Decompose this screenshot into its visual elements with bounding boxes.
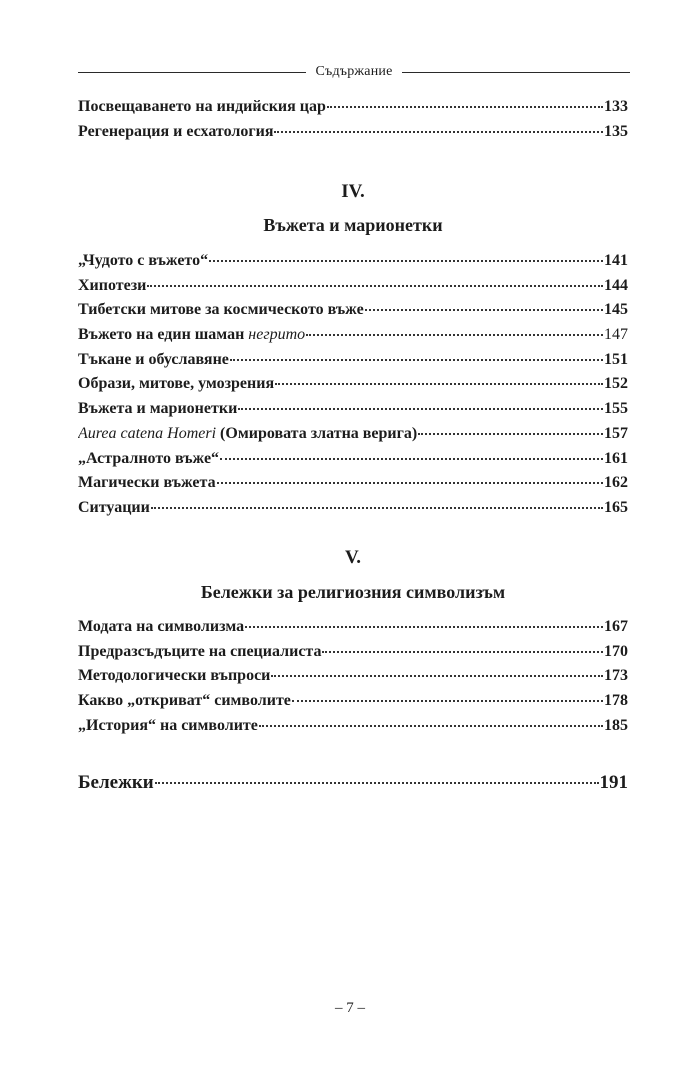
toc-entry-page: 165 [604, 498, 628, 516]
toc-entry-title: Магически въжета [78, 474, 216, 492]
toc-entry-page: 161 [604, 449, 628, 467]
dot-leader [220, 458, 603, 460]
toc-entry-title: Модата на символизма [78, 618, 245, 635]
chapter-4-number: IV. [341, 181, 365, 202]
toc-entry-page: 144 [604, 276, 628, 294]
toc-entry[interactable] [78, 252, 628, 277]
chapter-4-title: Въжета и марионетки [263, 215, 443, 235]
toc-entry[interactable] [78, 450, 628, 475]
toc-entry[interactable] [78, 375, 628, 400]
dot-leader [259, 725, 603, 727]
toc-entry-page: 162 [604, 474, 628, 492]
dot-leader [306, 334, 603, 336]
toc-entry-title: Ситуации [78, 498, 150, 516]
toc-entry-title: Бележки [78, 772, 154, 793]
dot-leader [274, 131, 603, 133]
toc-entry-page: 170 [604, 642, 628, 660]
toc-entry[interactable] [78, 692, 628, 717]
dot-leader [292, 700, 603, 702]
running-header [78, 64, 630, 80]
dot-leader [245, 626, 603, 628]
toc-entry-title: Регенерация и есхатология [78, 122, 274, 140]
toc-entry-page: 173 [604, 667, 628, 685]
toc-entry-page: 155 [604, 400, 628, 418]
toc-entry[interactable] [78, 277, 628, 302]
dot-leader [147, 285, 603, 287]
toc-entry[interactable] [78, 123, 628, 148]
toc-entry-page: 151 [604, 350, 628, 368]
toc-entry-title: Какво „откриват“ символите [78, 692, 291, 710]
toc-entry[interactable] [78, 717, 628, 742]
toc-chapter-4 [78, 252, 628, 524]
toc-entry-title: Предразсъдъците на специалиста [78, 642, 322, 660]
dot-leader [275, 383, 603, 385]
toc-entry-title-italic: негрито [248, 326, 306, 344]
toc-entry-title [78, 425, 417, 443]
dot-leader [327, 106, 603, 108]
toc-entry-title-text: Въжето на един шаман [78, 326, 249, 344]
dot-leader [230, 359, 603, 361]
dot-leader [365, 309, 603, 311]
dot-leader [209, 260, 603, 262]
toc-entry-page: 141 [604, 252, 628, 269]
dot-leader [217, 482, 603, 484]
toc-entry[interactable] [78, 425, 628, 450]
toc-entry[interactable] [78, 618, 628, 643]
toc-entry[interactable] [78, 98, 628, 123]
toc-entry-title: Образи, митове, умозрения [78, 375, 275, 393]
dot-leader [238, 408, 603, 410]
toc-entry-title: „История“ на символите [78, 716, 258, 734]
toc-entry-page: 145 [604, 301, 628, 319]
toc-entry-title: „Чудото с въжето“ [78, 252, 209, 269]
toc-entry-notes[interactable] [78, 772, 628, 802]
toc-entry[interactable] [78, 400, 628, 425]
header-rule-right [402, 72, 630, 73]
toc-entry-page: 185 [604, 716, 628, 734]
toc-section-top [78, 98, 628, 147]
toc-entry-title: Въжета и марионетки [78, 400, 238, 418]
toc-entry-page: 152 [604, 375, 628, 393]
toc-entry[interactable] [78, 499, 628, 524]
toc-entry[interactable] [78, 643, 628, 668]
toc-entry[interactable] [78, 326, 628, 351]
toc-chapter-5 [78, 618, 628, 741]
header-rule-left [78, 72, 306, 73]
chapter-5-title: Бележки за религиозния символизъм [200, 582, 506, 602]
chapter-5-number: V. [344, 547, 362, 568]
toc-notes [78, 772, 628, 802]
toc-entry-title: „Астралното въже“ [78, 449, 220, 467]
toc-entry-title [78, 326, 305, 344]
dot-leader [418, 433, 603, 435]
toc-entry-title: Тибетски митове за космическото въже [78, 301, 364, 319]
toc-entry[interactable] [78, 301, 628, 326]
toc-entry-title: Посвещаването на индийския цар [78, 98, 326, 115]
toc-entry[interactable] [78, 667, 628, 692]
page-number: – 7 – [335, 1000, 365, 1016]
dot-leader [322, 651, 603, 653]
toc-entry-page: 191 [599, 772, 628, 793]
toc-entry[interactable] [78, 474, 628, 499]
toc-entry-page: 133 [604, 98, 628, 115]
toc-entry-title-italic: Aurea catena Homeri [78, 424, 217, 442]
toc-entry-title: Хипотези [78, 276, 147, 294]
dot-leader [155, 782, 599, 784]
toc-entry-page: 178 [604, 692, 628, 710]
toc-entry-page: 157 [604, 424, 628, 442]
dot-leader [271, 675, 603, 677]
toc-entry-page: 167 [604, 618, 628, 635]
running-title: Съдържание [315, 64, 393, 79]
toc-entry-title: Тъкане и обуславяне [78, 350, 229, 368]
toc-entry[interactable] [78, 351, 628, 376]
toc-entry-title-text: (Омировата златна верига) [216, 424, 418, 442]
toc-entry-page: 135 [604, 122, 628, 140]
toc-entry-title: Методологически въпроси [78, 667, 271, 685]
dot-leader [151, 507, 603, 509]
toc-entry-page: 147 [604, 326, 628, 344]
